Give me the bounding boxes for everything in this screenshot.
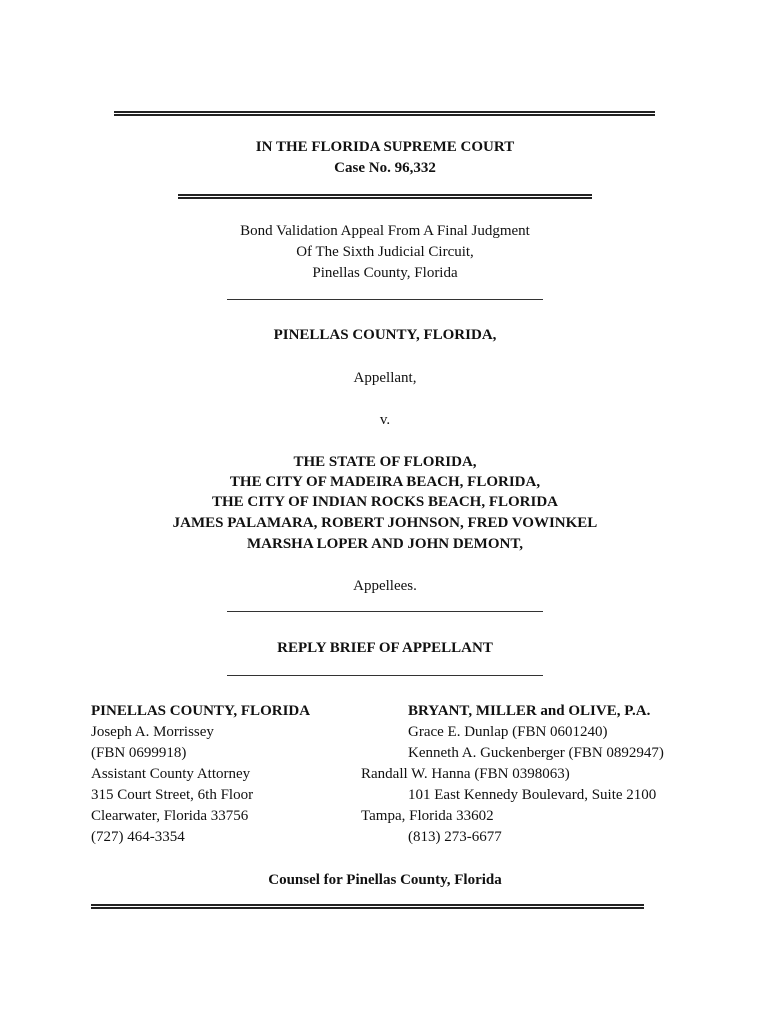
appeal-line-1: Bond Validation Appeal From A Final Judgment [240, 223, 530, 239]
header-double-rule [178, 194, 592, 199]
counsel-left-line: Joseph A. Morrissey [91, 724, 214, 740]
appellant-name: PINELLAS COUNTY, FLORIDA, [273, 327, 497, 343]
counsel-right-line: 101 East Kennedy Boulevard, Suite 2100 [408, 787, 657, 803]
appeal-line-3: Pinellas County, Florida [312, 265, 458, 281]
versus-label: v. [379, 412, 391, 428]
counsel-right-heading: BRYANT, MILLER and OLIVE, P.A. [408, 703, 651, 719]
counsel-right-line: Randall W. Hanna (FBN 0398063) [361, 766, 570, 782]
counsel-left-line: (FBN 0699918) [91, 745, 187, 761]
counsel-left-line: Clearwater, Florida 33756 [91, 808, 249, 824]
court-name: IN THE FLORIDA SUPREME COURT [255, 139, 515, 155]
appellee-line-3: THE CITY OF INDIAN ROCKS BEACH, FLORIDA [211, 494, 558, 510]
counsel-right-line: Tampa, Florida 33602 [361, 808, 494, 824]
appellee-line-5: MARSHA LOPER AND JOHN DEMONT, [247, 536, 523, 552]
separator-rule-1 [227, 299, 543, 300]
appellee-line-4: JAMES PALAMARA, ROBERT JOHNSON, FRED VOWINKEL [172, 515, 598, 531]
appellant-role: Appellant, [353, 370, 417, 386]
appellee-line-2: THE CITY OF MADEIRA BEACH, FLORIDA, [229, 474, 541, 490]
counsel-right-line: Grace E. Dunlap (FBN 0601240) [408, 724, 608, 740]
appellee-line-1: THE STATE OF FLORIDA, [293, 454, 477, 470]
counsel-right-line: (813) 273-6677 [408, 829, 502, 845]
counsel-right-line: Kenneth A. Guckenberger (FBN 0892947) [408, 745, 664, 761]
case-number: Case No. 96,332 [334, 160, 436, 176]
top-double-rule [114, 111, 655, 116]
separator-rule-2 [227, 611, 543, 612]
appeal-line-2: Of The Sixth Judicial Circuit, [296, 244, 474, 260]
brief-title: REPLY BRIEF OF APPELLANT [277, 640, 493, 656]
counsel-left-line: Assistant County Attorney [91, 766, 251, 782]
counsel-left-line: (727) 464-3354 [91, 829, 185, 845]
separator-rule-3 [227, 675, 543, 676]
counsel-for: Counsel for Pinellas County, Florida [268, 872, 502, 888]
counsel-left-heading: PINELLAS COUNTY, FLORIDA [91, 703, 311, 719]
bottom-double-rule [91, 904, 644, 909]
counsel-left-block [91, 701, 310, 848]
appellees-role: Appellees. [353, 578, 417, 594]
counsel-left-line: 315 Court Street, 6th Floor [91, 787, 254, 803]
counsel-right-block [361, 701, 664, 848]
